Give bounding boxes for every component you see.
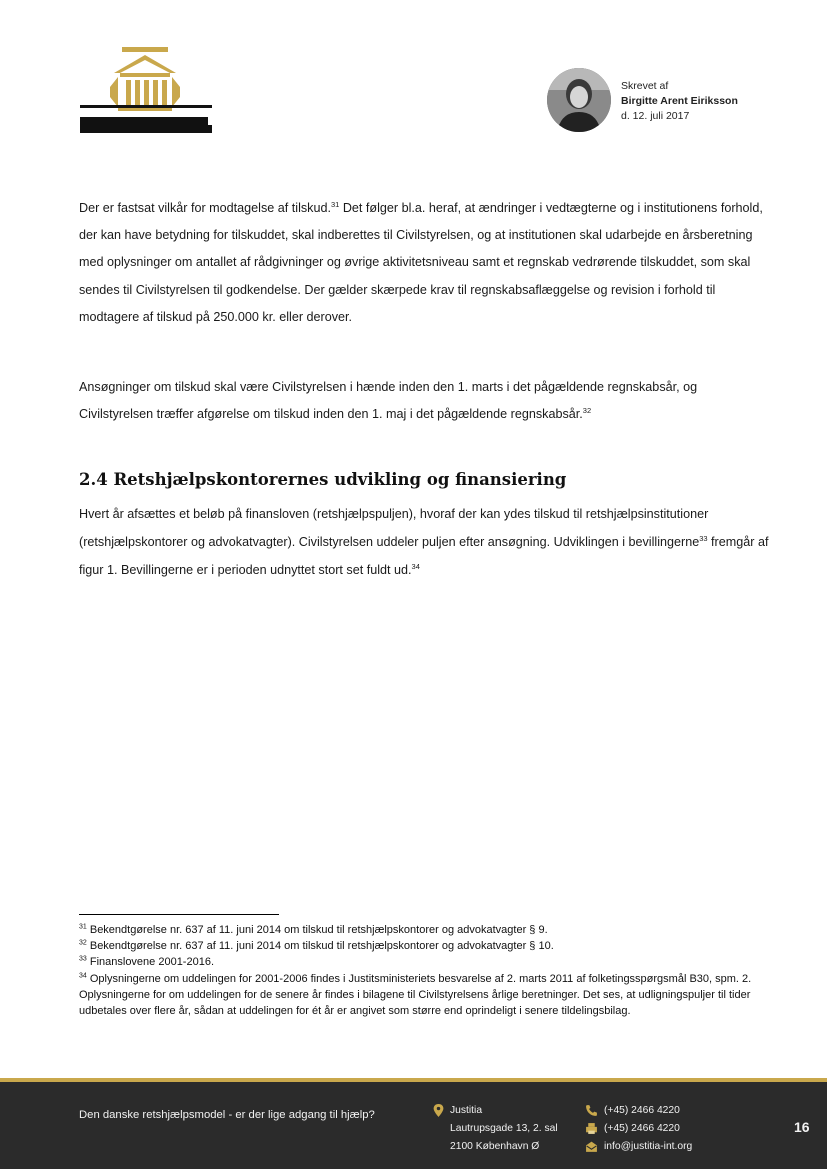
justitia-logo	[80, 45, 212, 137]
paragraph-3-text-b: fremgår af figur 1. Bevillingerne er i perioden udnyttet stort set fuldt ud.	[79, 535, 769, 577]
footnote-ref-33[interactable]: 33	[699, 533, 708, 543]
fax-icon	[585, 1122, 598, 1135]
footer-email-line	[585, 1138, 692, 1156]
footnote-33	[79, 954, 759, 970]
footer-org-line	[432, 1102, 558, 1120]
footnote-32	[79, 938, 759, 954]
footnote-number: 31	[79, 923, 87, 931]
footer-title: Den danske retshjælpsmodel - er der lige adgang til hjælp?	[79, 1109, 375, 1121]
footnote-number: 32	[79, 939, 87, 947]
paragraph-3	[79, 500, 769, 584]
footnote-text: Bekendtgørelse nr. 637 af 11. juni 2014 om tilskud til retshjælpskontorer og advokatvagter § 10.	[86, 940, 554, 953]
footnote-text: Oplysningerne om uddelingen for 2001-2006 findes i Justitsministeriets besvarelse af 2. marts 2011 af folketingsspørgsmål B30, spm. 2. Oplysningerne for om uddelingen for de senere år findes i bilagene til Civilstyrelsens årlige beretninger. Det ses, at udligningspuljer til tider udbetales over flere år, sådan at uddelingen for ét år er angivet som større end oprindeligt i senere tildelingsbilag.	[79, 972, 752, 1018]
paragraph-2	[79, 374, 769, 428]
page-footer	[0, 1082, 827, 1169]
paragraph-1-text-a: Der er fastsat vilkår for modtagelse af tilskud.	[79, 201, 331, 215]
footer-fax-line	[585, 1120, 692, 1138]
footer-city: 2100 København Ø	[450, 1141, 540, 1152]
location-pin-icon	[432, 1104, 445, 1117]
footnote-ref-34[interactable]: 34	[411, 561, 420, 571]
footer-street: Lautrupsgade 13, 2. sal	[450, 1123, 558, 1134]
section-heading: 2.4 Retshjælpskontorernes udvikling og finansiering	[79, 470, 567, 489]
footnote-31	[79, 922, 759, 938]
footnote-number: 34	[79, 971, 87, 979]
author-name: Birgitte Arent Eiriksson	[621, 95, 738, 107]
author-prefix: Skrevet af	[621, 80, 669, 92]
author-date: d. 12. juli 2017	[621, 110, 690, 122]
footer-phone[interactable]: (+45) 2466 4220	[604, 1105, 680, 1116]
footnote-text: Finanslovene 2001-2016.	[86, 956, 215, 969]
footer-email[interactable]: info@justitia-int.org	[604, 1141, 693, 1152]
footnote-ref-32[interactable]: 32	[582, 406, 592, 416]
page-number: 16	[794, 1119, 810, 1135]
footer-org: Justitia	[450, 1105, 483, 1116]
footer-contact	[585, 1102, 692, 1156]
footer-fax: (+45) 2466 4220	[604, 1123, 680, 1134]
footnote-34	[79, 971, 759, 1020]
footer-phone-line	[585, 1102, 692, 1120]
footnote-text: Bekendtgørelse nr. 637 af 11. juni 2014 om tilskud til retshjælpskontorer og advokatvagter § 9.	[86, 924, 548, 936]
author-info	[621, 79, 738, 124]
footnote-ref-31[interactable]: 31	[330, 199, 340, 209]
footnotes	[79, 922, 759, 1019]
paragraph-3-text-a: Hvert år afsættes et beløb på finansloven (retshjælpspuljen), hvoraf der kan ydes tilskud til retshjælpsinstitutioner (retshjælpskontorer og advokatvagter). Civilstyrelsen uddeler puljen efter ansøgning. Udviklingen i bevillingerne	[79, 507, 709, 549]
footnote-number: 33	[79, 955, 87, 963]
author-avatar	[547, 68, 611, 132]
paragraph-1-text-b: Det følger bl.a. heraf, at ændringer i vedtægterne og i institutionens forhold, der kan have betydning for tilskuddet, skal indberettes til Civilstyrelsen, og at institutionen skal udarbejde en årsberetning med oplysninger om antallet af rådgivninger og øvrige aktivitetsniveau samt et regnskab vedrørende tilskuddet, som skal sendes til Civilstyrelsen til godkendelse. Der gælder skærpede krav til regnskabsaflæggelse og revision i forhold til modtagere af tilskud på 250.000 kr. eller derover.	[79, 201, 763, 324]
email-icon	[585, 1140, 598, 1153]
footnote-divider	[79, 914, 279, 915]
phone-icon	[585, 1104, 598, 1117]
footer-address	[432, 1102, 558, 1156]
paragraph-1	[79, 195, 769, 331]
paragraph-2-text: Ansøgninger om tilskud skal være Civilstyrelsen i hænde inden den 1. marts i det pågældende regnskabsår, og Civilstyrelsen træffer afgørelse om tilskud inden den 1. maj i det pågældende regnskabsår.	[79, 380, 698, 422]
